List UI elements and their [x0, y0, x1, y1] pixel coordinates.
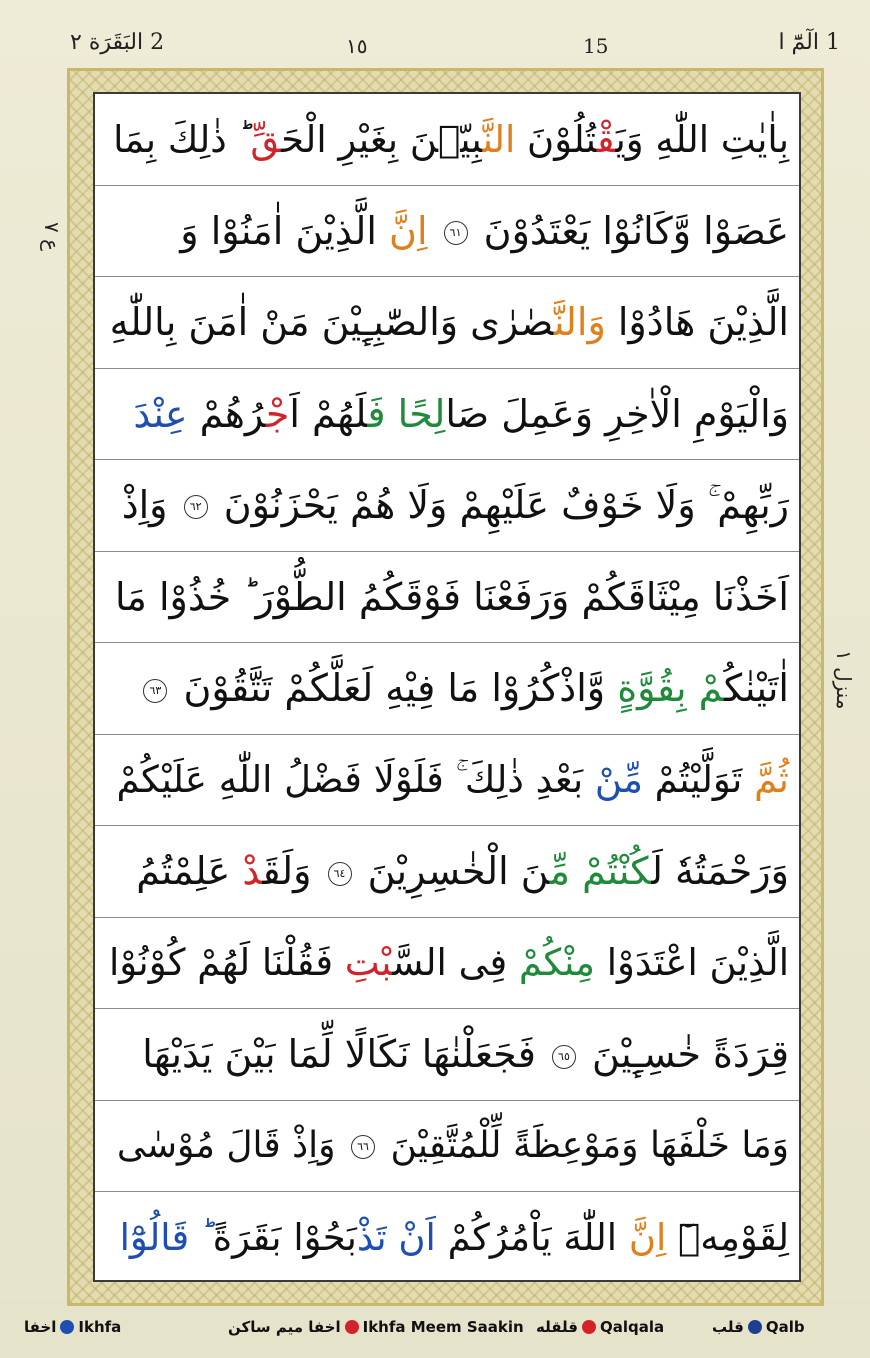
ayah-number-marker: ٦٤ — [328, 862, 352, 886]
legend-ikhfa-ar: اخفا — [24, 1318, 57, 1336]
text-segment: وَالْيَوْمِ الْاٰخِرِ وَعَمِلَ صَا — [445, 391, 789, 436]
legend-ikhfa — [24, 1318, 121, 1336]
text-segment: عَلِمْتُمُ — [136, 849, 243, 894]
text-segment: الَّذِيْنَ اٰمَنُوْا وَ — [180, 208, 390, 253]
text-segment: فِى السَّ — [392, 941, 519, 985]
legend-ikhfa-dot — [60, 1320, 74, 1334]
text-segment: مِنْكُمْ — [518, 941, 595, 985]
text-segment: الَّذِيْنَ هَادُوْا — [605, 300, 789, 345]
text-segment: بِاٰيٰتِ اللّٰهِ وَيَ — [615, 117, 789, 161]
text-segment: اِنَّ — [628, 1216, 667, 1260]
mushaf-line — [95, 277, 799, 369]
text-segment: اَنْ تَذْ — [356, 1216, 436, 1260]
legend-qalb-en: Qalb — [765, 1318, 805, 1336]
legend-qalqala-dot — [582, 1320, 596, 1334]
text-segment: بَعْدِ ذٰلِكَ ۚ فَلَوْلَا فَضْلُ اللّٰهِ عَلَيْكُمْ — [116, 757, 595, 801]
text-segment: اللّٰهَ يَاْمُرُكُمْ — [435, 1216, 629, 1260]
text-segment: دْ — [242, 849, 263, 894]
text-segment: ؕ ذٰلِكَ بِمَا — [113, 117, 251, 161]
mushaf-line — [95, 369, 799, 461]
legend-ikhfa-meem-en: Ikhfa Meem Saakin — [362, 1318, 524, 1336]
ayah-number-marker: ٦٥ — [552, 1045, 576, 1069]
text-segment: النَّ — [482, 117, 516, 161]
text-segment: وَاِذْ — [121, 482, 180, 527]
text-segment: وَرَحْمَتُهٗ لَ — [651, 849, 789, 894]
page-number: 15 — [583, 34, 609, 58]
text-segment: لِقَوْمِهٖٓ — [666, 1216, 789, 1260]
tajweed-legend — [0, 1318, 870, 1348]
mushaf-line — [95, 186, 799, 278]
text-segment: فَجَعَلْنٰهَا نَكَالًا لِّمَا بَيْنَ يَدَيْهَا — [142, 1032, 548, 1077]
ruku-mark: ع ٧ — [40, 222, 64, 252]
legend-ikhfa-meem-ar: اخفا میم ساکن — [228, 1318, 341, 1336]
line-text — [136, 849, 789, 893]
line-text — [139, 666, 789, 710]
line-text — [116, 758, 789, 802]
mushaf-line — [95, 643, 799, 735]
text-segment: بَحُوْا بَقَرَةً — [212, 1216, 357, 1260]
text-segment: صٰرٰى وَالصّٰبِـِٕيْنَ مَنْ اٰمَنَ بِاللّٰهِ — [109, 300, 554, 345]
line-text — [113, 118, 789, 161]
text-segment: وَمَا خَلْفَهَا وَمَوْعِظَةً لِّلْمُتَّقِيْنَ — [379, 1125, 789, 1167]
text-segment: مِّنْ — [594, 757, 643, 801]
text-segment: قِرَدَةً خٰسِـِٕيْنَ — [579, 1032, 789, 1077]
mushaf-line — [95, 1101, 799, 1193]
text-segment: اٰتَيْنٰكُ — [723, 666, 789, 711]
line-text — [142, 1032, 789, 1076]
legend-ikhfa-meem-dot — [345, 1320, 359, 1334]
text-segment: وَالنَّ — [553, 300, 606, 345]
mushaf-line — [95, 1192, 799, 1284]
text-segment: رَبِّهِمْ ۚ وَلَا خَوْفٌ عَلَيْهِمْ وَلَا هُمْ يَحْزَنُوْنَ — [211, 482, 789, 527]
text-segment: قْ — [596, 117, 616, 161]
page-number-arabic: ١٥ — [346, 34, 368, 58]
text-segment: بِيّٖنَ بِغَيْرِ الْحَ — [281, 117, 483, 161]
line-text — [109, 941, 789, 984]
surah-header-right: 1 الٓمّٓ ا — [778, 30, 840, 55]
text-segment: فَقُلْنَا لَهُمْ كُوْنُوْا — [109, 941, 345, 985]
text-segment: وَاِذْ قَالَ مُوْسٰى — [116, 1125, 348, 1167]
line-text — [122, 483, 789, 528]
ayah-number-marker: ٦٣ — [143, 679, 167, 703]
text-segment: اَخَذْنَا مِيْثَاقَكُمْ وَرَفَعْنَا فَوْقَكُمُ الطُّوْرَ ؕ خُذُوْا مَا — [114, 574, 789, 619]
legend-qalqala-en: Qalqala — [599, 1318, 665, 1336]
line-text — [110, 300, 789, 344]
line-text — [115, 575, 789, 619]
mushaf-line — [95, 826, 799, 918]
surah-header-left: 2 البَقَرَة ٢ — [70, 30, 165, 55]
mushaf-line — [95, 1009, 799, 1101]
text-segment: لَهُمْ اَ — [289, 391, 368, 436]
legend-ikhfa-en: Ikhfa — [78, 1318, 122, 1336]
text-segment: الَّذِيْنَ اعْتَدَوْا — [594, 941, 789, 985]
text-segment: ثُمَّ — [754, 757, 789, 801]
mushaf-line — [95, 735, 799, 827]
text-segment: قِّ — [250, 117, 282, 161]
text-segment: كُنْتُمْ مِّ — [549, 849, 652, 894]
legend-qalb-ar: قلب — [712, 1318, 744, 1336]
mushaf-line — [95, 552, 799, 644]
text-area — [93, 92, 801, 1282]
mushaf-line — [95, 94, 799, 186]
line-text — [120, 1216, 789, 1259]
legend-ikhfa-meem — [228, 1318, 524, 1336]
text-segment: عِنْدَ — [133, 391, 188, 436]
mushaf-line — [95, 460, 799, 552]
text-segment: نَ الْخٰسِرِيْنَ — [355, 849, 550, 894]
ayah-number-marker: ٦١ — [444, 221, 468, 245]
text-segment: قُوَّةٍ — [617, 666, 676, 711]
legend-qalb-dot — [748, 1320, 762, 1334]
text-segment: رُهُمْ — [187, 391, 266, 436]
text-segment: تُلُوْنَ — [515, 117, 597, 161]
text-segment: وَلَقَ — [262, 849, 324, 894]
line-text — [180, 209, 789, 253]
ayah-number-marker: ٦٢ — [184, 495, 208, 519]
legend-qalqala — [536, 1318, 664, 1336]
legend-qalb — [712, 1318, 805, 1336]
text-segment: اِنَّ — [389, 208, 440, 253]
line-text — [133, 392, 789, 436]
mushaf-line — [95, 918, 799, 1010]
text-segment: عَصَوْا وَّكَانُوْا يَعْتَدُوْنَ — [471, 208, 789, 253]
legend-qalqala-ar: قلقله — [536, 1318, 578, 1336]
line-text — [117, 1125, 789, 1166]
text-segment: جْ — [265, 391, 290, 436]
manzil-mark: منزل ١ — [832, 650, 856, 710]
text-segment: مْ بِ — [675, 666, 724, 711]
text-segment: بْتِ — [344, 941, 393, 985]
text-segment: لِحًا فَ — [367, 391, 446, 436]
text-segment: ؕ قَالُوْٓا — [119, 1216, 213, 1260]
text-segment: تَوَلَّيْتُمْ — [642, 757, 755, 801]
text-segment: وَّاذْكُرُوْا مَا فِيْهِ لَعَلَّكُمْ تَتَّقُوْنَ — [171, 666, 618, 711]
ayah-number-marker: ٦٦ — [351, 1135, 375, 1159]
